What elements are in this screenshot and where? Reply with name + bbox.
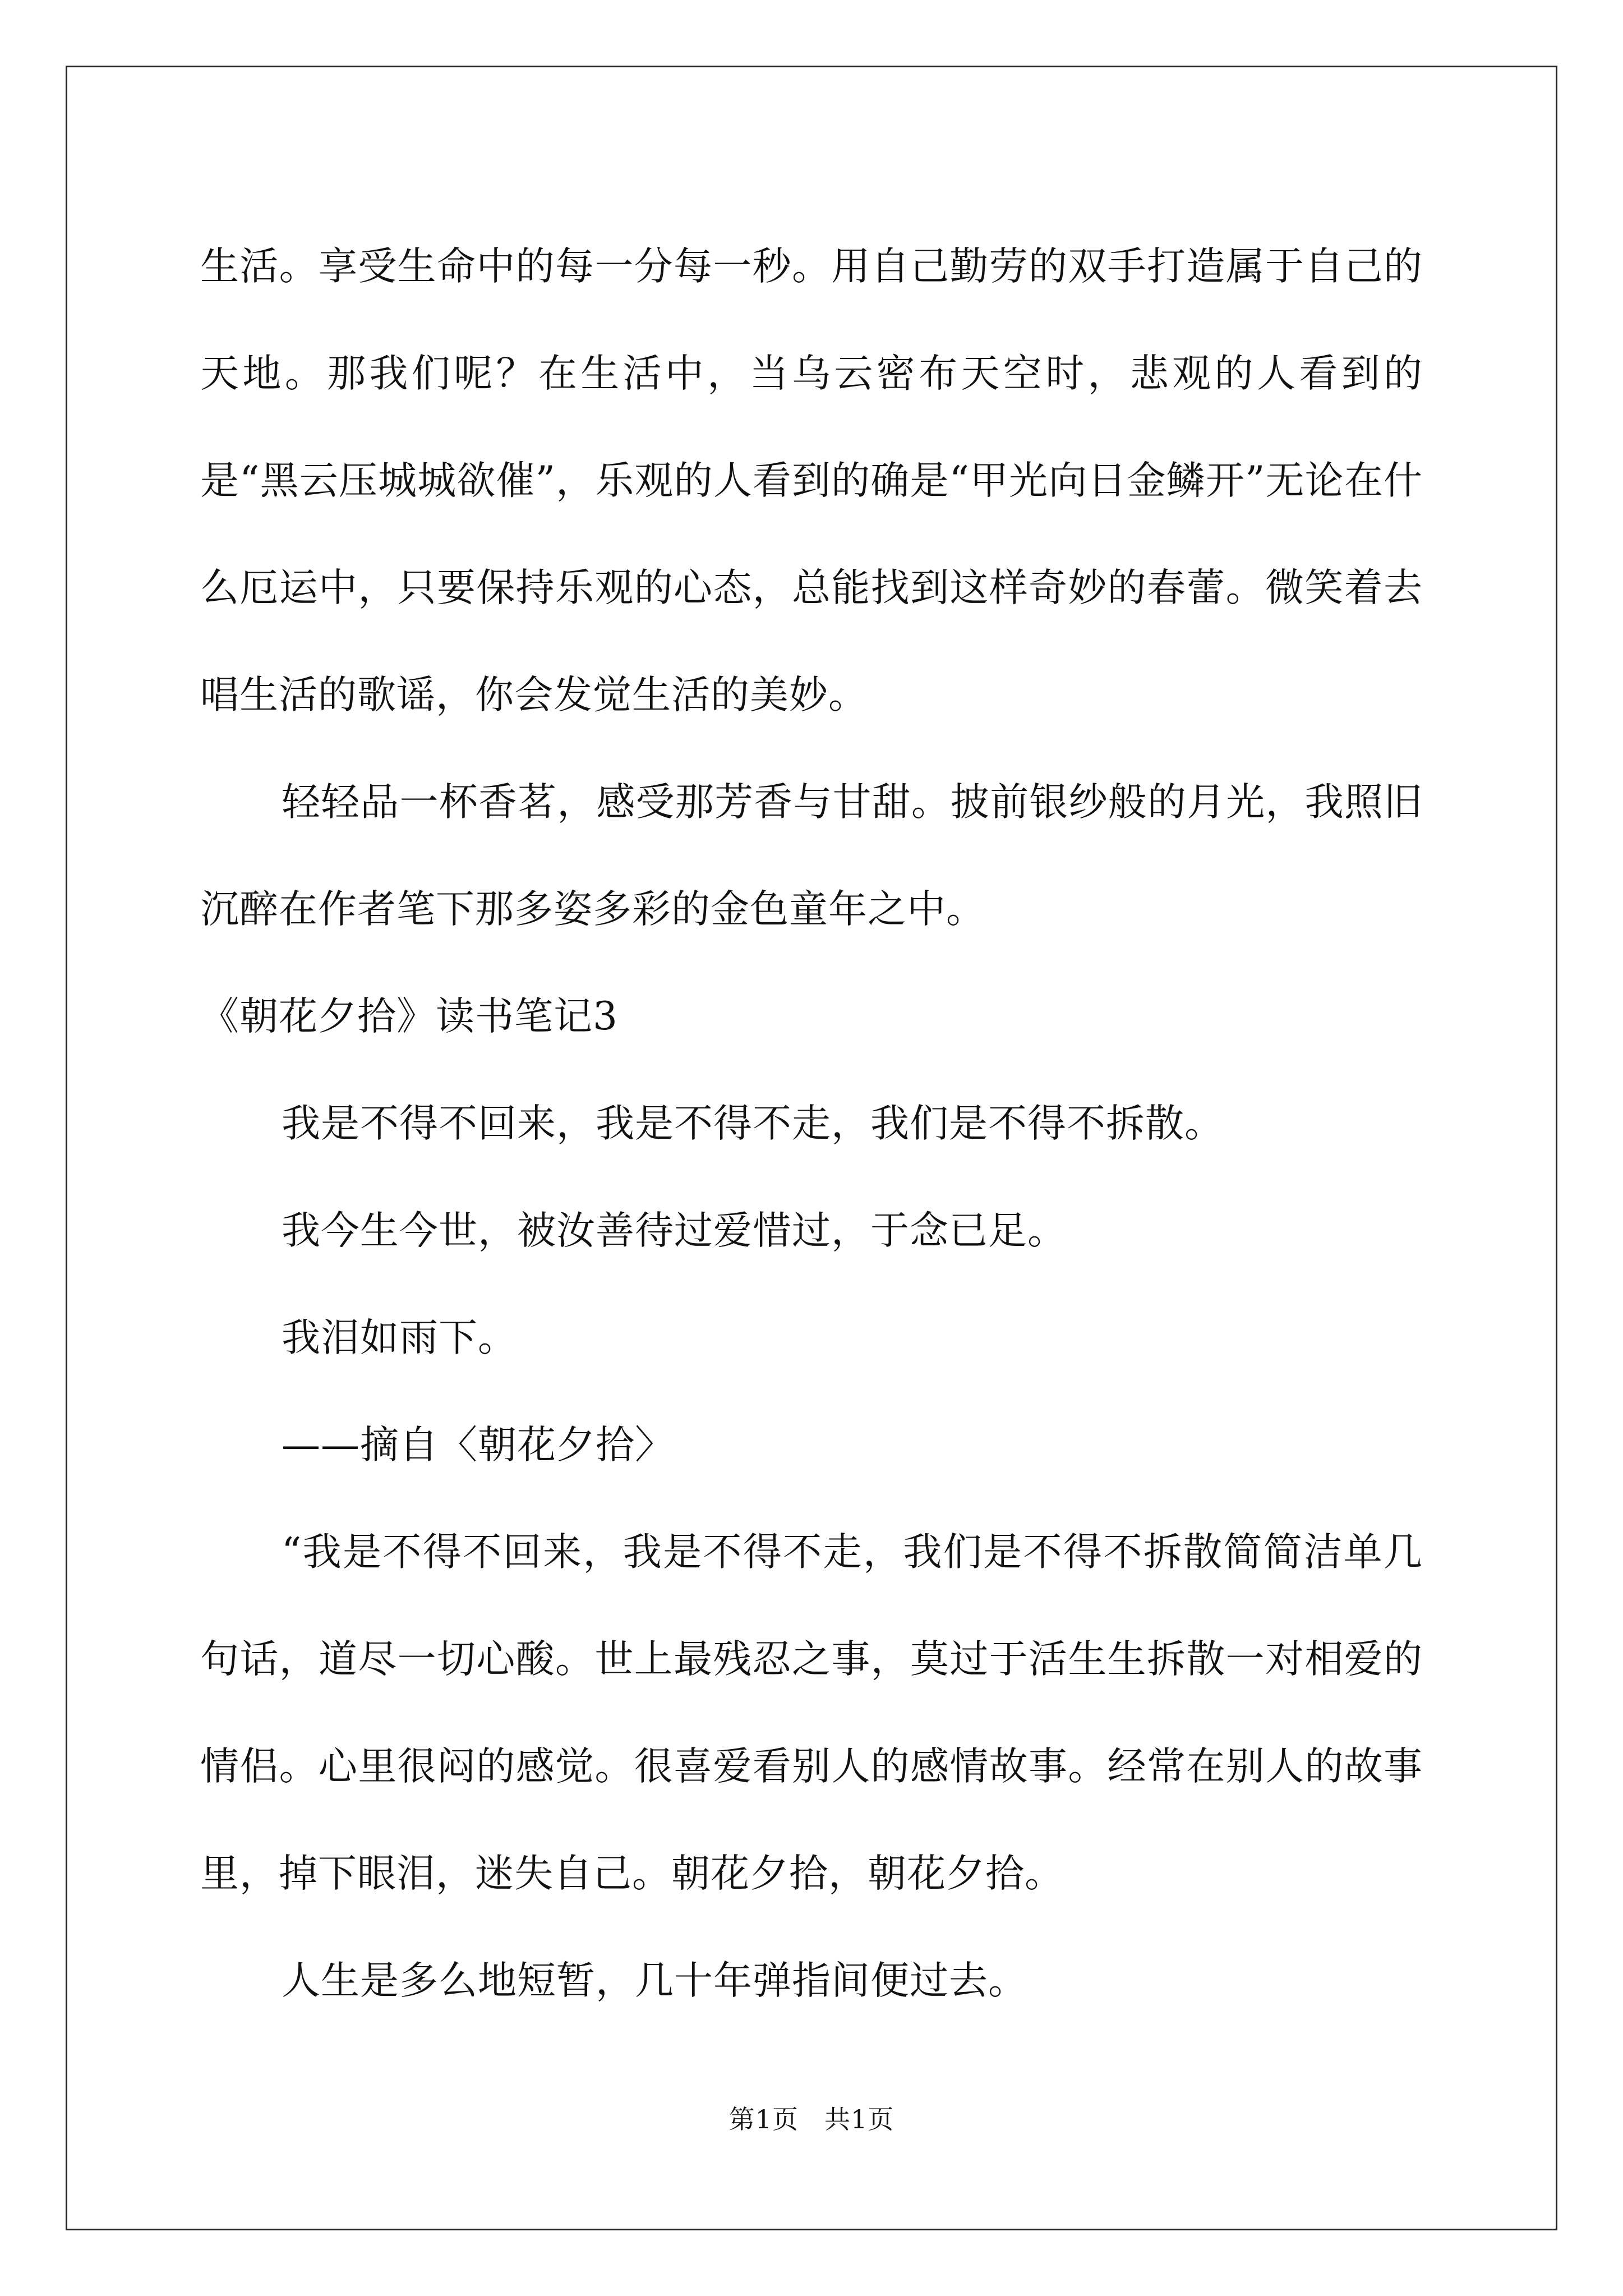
quote-source: ——摘自〈朝花夕拾〉 (282, 1423, 674, 1467)
paragraph-optimism-continued: 生活。享受生命中的每一分每一秒。用自己勤劳的双手打造属于自己的天地。那我们呢？在生活中，当乌云密布天空时，悲观的人看到的是“黑云压城城欲催”，乐观的人看到的确是“甲光向日金鳞开”无论在什么厄运中，只要保持乐观的心态，总能找到这样奇妙的春蕾。微笑着去唱生活的歌谣，你会发觉生活的美妙。 (200, 244, 1423, 717)
paragraph-reflection: “我是不得不回来，我是不得不走，我们是不得不拆散简简洁单几句话，道尽一切心酸。世上最残忍之事，莫过于活生生拆散一对相爱的情侣。心里很闷的感觉。很喜爱看别人的感情故事。经常在别人的故事里，掉下眼泪，迷失自己。朝花夕拾，朝花夕拾。 (200, 1530, 1423, 1896)
document-body (200, 213, 1423, 2035)
paragraph-life-short: 人生是多么地短暂，几十年弹指间便过去。 (282, 1958, 1027, 2003)
paragraph-tea-moonlight: 轻轻品一杯香茗，感受那芳香与甘甜。披前银纱般的月光，我照旧沉醉在作者笔下那多姿多彩的金色童年之中。 (200, 780, 1423, 932)
section-title: 《朝花夕拾》读书笔记3 (200, 994, 618, 1039)
page-number: 第1页 (728, 2104, 799, 2134)
quote-line-1: 我是不得不回来，我是不得不走，我们是不得不拆散。 (282, 1101, 1224, 1146)
page-footer (0, 2102, 1623, 2136)
page-total: 共1页 (824, 2104, 895, 2134)
quote-line-2: 我今生今世，被汝善待过爱惜过，于念已足。 (282, 1208, 1067, 1253)
quote-line-3: 我泪如雨下。 (282, 1315, 517, 1360)
